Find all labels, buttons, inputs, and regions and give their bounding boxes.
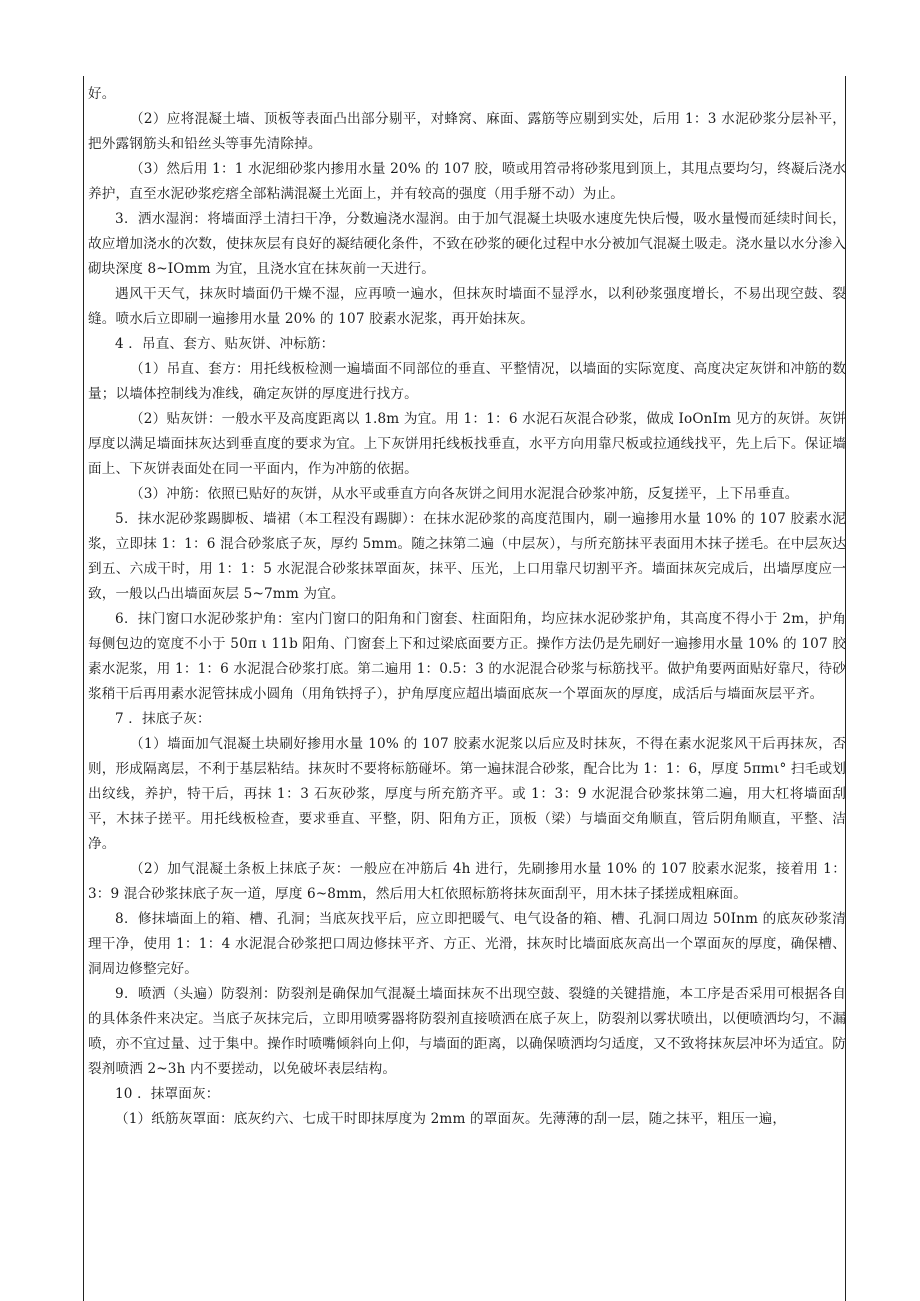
section-heading: 4 ．吊直、套方、贴灰饼、冲标筋： [115, 336, 335, 352]
section-paragraph: 3．洒水湿润：将墙面浮土清扫干净，分数遍浇水湿润。由于加气混凝土块吸水速度先快后慢，吸水量慢而延续时间长，故应增加浇水的次数，使抹灰层有良好的凝结硬化条件，不致在砂浆的硬化过程中水分被加气混凝土吸走。浇水量以水分渗入砌块深度 8~IOmm 为宜，且浇水宜在抹灰前一天进行。 [88, 211, 846, 277]
document-body [88, 82, 846, 1132]
section-paragraph: 6．抹门窗口水泥砂浆护角：室内门窗口的阳角和门窗套、柱面阳角，均应抹水泥砂浆护角，其高度不得小于 2m，护角每侧包边的宽度不小于 50π ι 11b 阳角、门窗套上下和过梁底面要方正。操作方法仍是先刷好一遍掺用水量 10% 的 107 胶素水泥浆，用 1：1：6 水泥混合砂浆打底。第二遍用 1：0.5：3 的水泥混合砂浆与标筋找平。做护角要两面贴好靠尺，待砂浆稍干后再用素水泥管抹成小圆角（用角铁捋子），护角厚度应超出墙面底灰一个罩面灰的厚度，成活后与墙面灰层平齐。 [88, 611, 846, 702]
paragraph: 好。 [88, 86, 116, 102]
paragraph: （1）吊直、套方：用托线板检测一遍墙面不同部位的垂直、平整情况，以墙面的实际宽度、高度决定灰饼和冲筋的数量；以墙体控制线为准线，确定灰饼的厚度进行找方。 [88, 361, 846, 402]
paragraph: （1）墙面加气混凝土块刷好掺用水量 10% 的 107 胶素水泥浆以后应及时抹灰，不得在素水泥浆风干后再抹灰，否则，形成隔离层，不利于基层粘结。抹灰时不要将标筋碰坏。第一遍抹混合砂浆，配合比为 1：1：6，厚度 5πmι° 扫毛或划出纹线，养护，特干后，再抹 1：3 石灰砂浆，厚度与所充筋齐平。或 1：3：9 水泥混合砂浆抹第二遍，用大杠将墙面刮平，木抹子搓平。用托线板检查，要求垂直、平整，阴、阳角方正，顶板（梁）与墙面交角顺直，管后阴角顺直，平整、洁净。 [88, 736, 846, 852]
section-heading: 10 ．抹罩面灰： [115, 1086, 220, 1102]
section-paragraph: 9．喷洒（头遍）防裂剂：防裂剂是确保加气混凝土墙面抹灰不出现空鼓、裂缝的关键措施，本工序是否采用可根据各自的具体条件来决定。当底子灰抹完后，立即用喷雾器将防裂剂直接喷洒在底子灰上，防裂剂以雾状喷出，以便喷洒均匀，不漏喷，亦不宜过量、过于集中。操作时喷嘴倾斜向上仰，与墙面的距离，以确保喷洒均匀适度，又不致将抹灰层冲坏为适宜。防裂剂喷洒 2~3h 内不要搓动，以免破坏表层结构。 [88, 986, 846, 1077]
paragraph: （2）应将混凝土墙、顶板等表面凸出部分剔平，对蜂窝、麻面、露筋等应剔到实处，后用 1：3 水泥砂浆分层补平，把外露钢筋头和铅丝头等事先清除掉。 [88, 111, 846, 152]
section-paragraph: 8．修抹墙面上的箱、槽、孔洞；当底灰找平后，应立即把暖气、电气设备的箱、槽、孔洞口周边 50Inm 的底灰砂浆清理干净，使用 1：1：4 水泥混合砂浆把口周边修抹平齐、方正、光滑，抹灰时比墙面底灰高出一个罩面灰的厚度，确保槽、洞周边修整完好。 [88, 911, 846, 977]
paragraph: （2）加气混凝土条板上抹底子灰：一般应在冲筋后 4h 进行，先刷掺用水量 10% 的 107 胶素水泥浆，接着用 1：3：9 混合砂浆抹底子灰一道，厚度 6~8mm，然后用大杠依照标筋将抹灰面刮平，用木抹子揉搓成粗麻面。 [88, 861, 846, 902]
paragraph: 遇风干天气，抹灰时墙面仍干燥不湿，应再喷一遍水，但抹灰时墙面不显浮水，以利砂浆强度增长，不易出现空鼓、裂缝。喷水后立即刷一遍掺用水量 20% 的 107 胶素水泥浆，再开始抹灰。 [88, 286, 846, 327]
section-heading: 7 ．抹底子灰： [115, 711, 211, 727]
paragraph: （2）贴灰饼：一般水平及高度距离以 1.8m 为宜。用 1：1：6 水泥石灰混合砂浆，做成 IoOnIm 见方的灰饼。灰饼厚度以满足墙面抹灰达到垂直度的要求为宜。上下灰饼用托线板找垂直，水平方向用靠尺板或拉通线找平，先上后下。保证墙面上、下灰饼表面处在同一平面内，作为冲筋的依据。 [88, 411, 846, 477]
paragraph: （3）然后用 1：1 水泥细砂浆内掺用水量 20% 的 107 胶，喷或用笤帚将砂浆甩到顶上，其甩点要均匀，终凝后浇水养护，直至水泥砂浆疙瘩全部粘满混凝土光面上，并有较高的强度（用手掰不动）为止。 [88, 161, 846, 202]
paragraph: （1）纸筋灰罩面：底灰约六、七成干时即抹厚度为 2mm 的罩面灰。先薄薄的刮一层，随之抹平，粗压一遍， [115, 1111, 787, 1127]
paragraph: （3）冲筋：依照已贴好的灰饼，从水平或垂直方向各灰饼之间用水泥混合砂浆冲筋，反复搓平，上下吊垂直。 [130, 486, 799, 502]
section-paragraph: 5．抹水泥砂浆踢脚板、墙裙（本工程没有踢脚）：在抹水泥砂浆的高度范围内，刷一遍掺用水量 10% 的 107 胶素水泥浆，立即抹 1：1：6 混合砂浆底子灰，厚约 5mm。随之抹第二遍（中层灰），与所充筋抹平表面用木抹子搓毛。在中层灰达到五、六成干时，用 1：1：5 水泥混合砂浆抹罩面灰，抹平、压光，上口用靠尺切割平齐。墙面抹灰完成后，出墙厚度应一致，一般以凸出墙面灰层 5~7mm 为宜。 [88, 511, 846, 602]
